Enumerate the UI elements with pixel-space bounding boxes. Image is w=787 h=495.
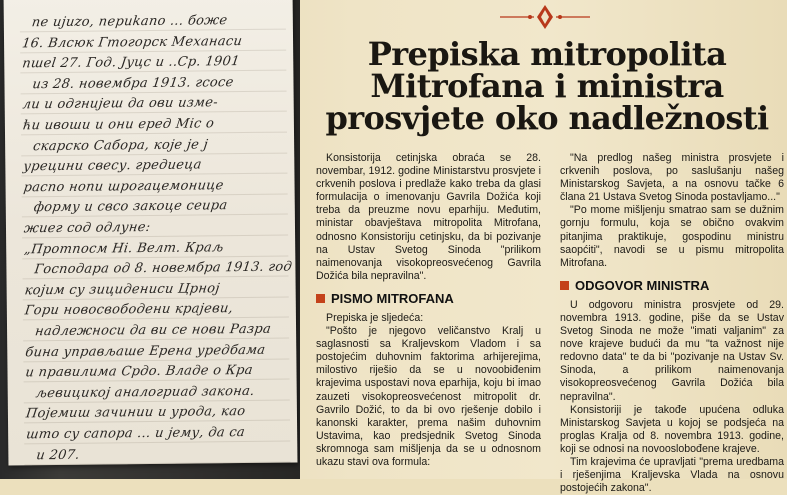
manuscript-line: Појемиш зачинии и урода, као	[24, 404, 247, 422]
manuscript-line: Гори новосвободени крајеви,	[23, 301, 235, 319]
decorative-ornament	[500, 4, 590, 30]
article-headline	[308, 35, 786, 137]
manuscript-line: ли и одгнијеш да ови изме-	[21, 95, 219, 113]
manuscript-line: надлежноси да ви се нови Разра	[34, 321, 272, 340]
paragraph: "Po mome mišljenju smatrao sam se dužnim gornju formulu, koja se obično ovakvim pitanjima praktikuje, gospodinu ministru saopćiti", navodi se u pismu mitropolita Mitrofana.	[560, 204, 784, 269]
manuscript-line: из 28. новембра 1913. гсосе	[31, 74, 235, 93]
manuscript-photo	[0, 0, 300, 479]
manuscript-line: распо нопи шрогацемонице	[22, 178, 225, 196]
manuscript-line: „Протпосм Ні. Велт. Краљ	[23, 239, 225, 257]
headline-line-1: Prepiska mitropolita	[367, 35, 727, 73]
subheading-odgovor	[560, 278, 784, 293]
headline-line-2: Mitrofana i ministra	[370, 67, 724, 105]
manuscript-paper	[4, 0, 298, 466]
paragraph: Prepiska je sljedeća:	[326, 311, 424, 324]
manuscript-line: 16. Влсюк Гтогорск Механаси	[21, 33, 244, 51]
paragraph: "Na predlog našeg ministra prosvjete i crkvenih poslova, po saslušanju našeg Ministarskog Savjeta, a na osnovu tačke 6 člana 21 Ustava Svetog Sinoda postavljamo..."	[560, 152, 784, 204]
manuscript-line: жиег сод одлуне:	[23, 219, 152, 237]
article-column-2	[560, 152, 784, 495]
manuscript-line: којим су зицидениси Црној	[23, 281, 221, 299]
manuscript-line: пшеl 27. Год. Јуцс и ..Ср. 1901	[21, 54, 241, 72]
subheading-pismo	[316, 291, 541, 306]
manuscript-line: и правилима Срдо. Владе о Кра	[24, 363, 254, 381]
manuscript-line: што су сапора ... и јему, да са	[25, 425, 246, 443]
manuscript-line: ћи ивоши и они еред Міс о	[21, 116, 216, 134]
paragraph: U odgovoru ministra prosvjete od 29. novembra 1913. godine, piše da se Ustav Svetog Sinoda ne može "imati valjanim" za nove krajeve budući da mu "ta važnost nije redovno data" te da bi "pozivanje na Ustav Sv. Sinoda, a prilikom naimenovanja visokopreosvećenog Gavrila Dožića bila nepravilna".	[560, 298, 784, 403]
manuscript-line: бина управљаше Ерена уредбама	[24, 342, 267, 360]
subheading-marker-icon	[316, 294, 325, 303]
intro-paragraph: Konsistorija cetinjska obraća se 28. novembar, 1912. godine Ministarstvu prosvjete i crkvenih poslova i predlaže kako treba da glasi formulacija o imenovanju Gavrila Dožića koji treba da preuzme novu eparhiju. Međutim, ministar obavještava mitropolita Mitrofana, odnosno Konsistoriju cetinjsku, da bi pozivanje na Ustav Svetog Sinoda "prilikom naimenovanja visokopreosvećenog Gavrila Dožića bila nepravilna".	[316, 152, 541, 282]
paragraph: "Pošto je njegovo veličanstvo Kralj u saglasnosti sa Kraljevskom Vladom i sa postojećim duhovnim faktorima arhijerejima, milostivo riješio da se u novoobiđenim krajevima uspostavi nova eparhija, koju bi imao zauzeti visokopreosvećenost mitropolit dr. Gavrilo Dožić, to da bi ovo rješenje dobilo i kanonski karakter, prema našim duhovnim Ustavima, kao predsjednik Svetog Sinoda skromnoga sam mišljenja da se u odnosnom ukazu stavi ova formula:	[316, 325, 541, 468]
subheading-pismo-label: PISMO MITROFANA	[331, 290, 454, 306]
manuscript-line: Господара од 8. новембра 1913. год	[33, 259, 293, 278]
manuscript-line: ne ujuzo, nepukano ... боже	[30, 13, 229, 31]
paragraph: Konsistoriji je takođe upućena odluka Ministarskog Savjeta u kojoj se podsjeća na proglas Kralja od 8. novembra 1913. godine, koji se odnosi na novooslobođene krajeve.	[560, 403, 784, 455]
manuscript-line: љевицикој аналогриад закона.	[34, 383, 256, 402]
manuscript-line: и 207.	[35, 447, 81, 463]
manuscript-line: форму и свсо закоце сеира	[32, 198, 229, 216]
manuscript-line: скарско Сабора, које је ј	[32, 136, 209, 154]
subheading-odgovor-label: ODGOVOR MINISTRA	[575, 277, 710, 293]
paragraph: Tim krajevima će upravljati "prema uredbama i rješenjima Kraljevska Vlada na osnovu postojećih zakona".	[560, 455, 784, 495]
subheading-marker-icon	[560, 281, 569, 290]
headline-line-3: prosvjete oko nadležnosti	[325, 99, 769, 137]
manuscript-line: урецини свесу. гредиеца	[22, 157, 203, 175]
article-column-1	[316, 152, 541, 469]
